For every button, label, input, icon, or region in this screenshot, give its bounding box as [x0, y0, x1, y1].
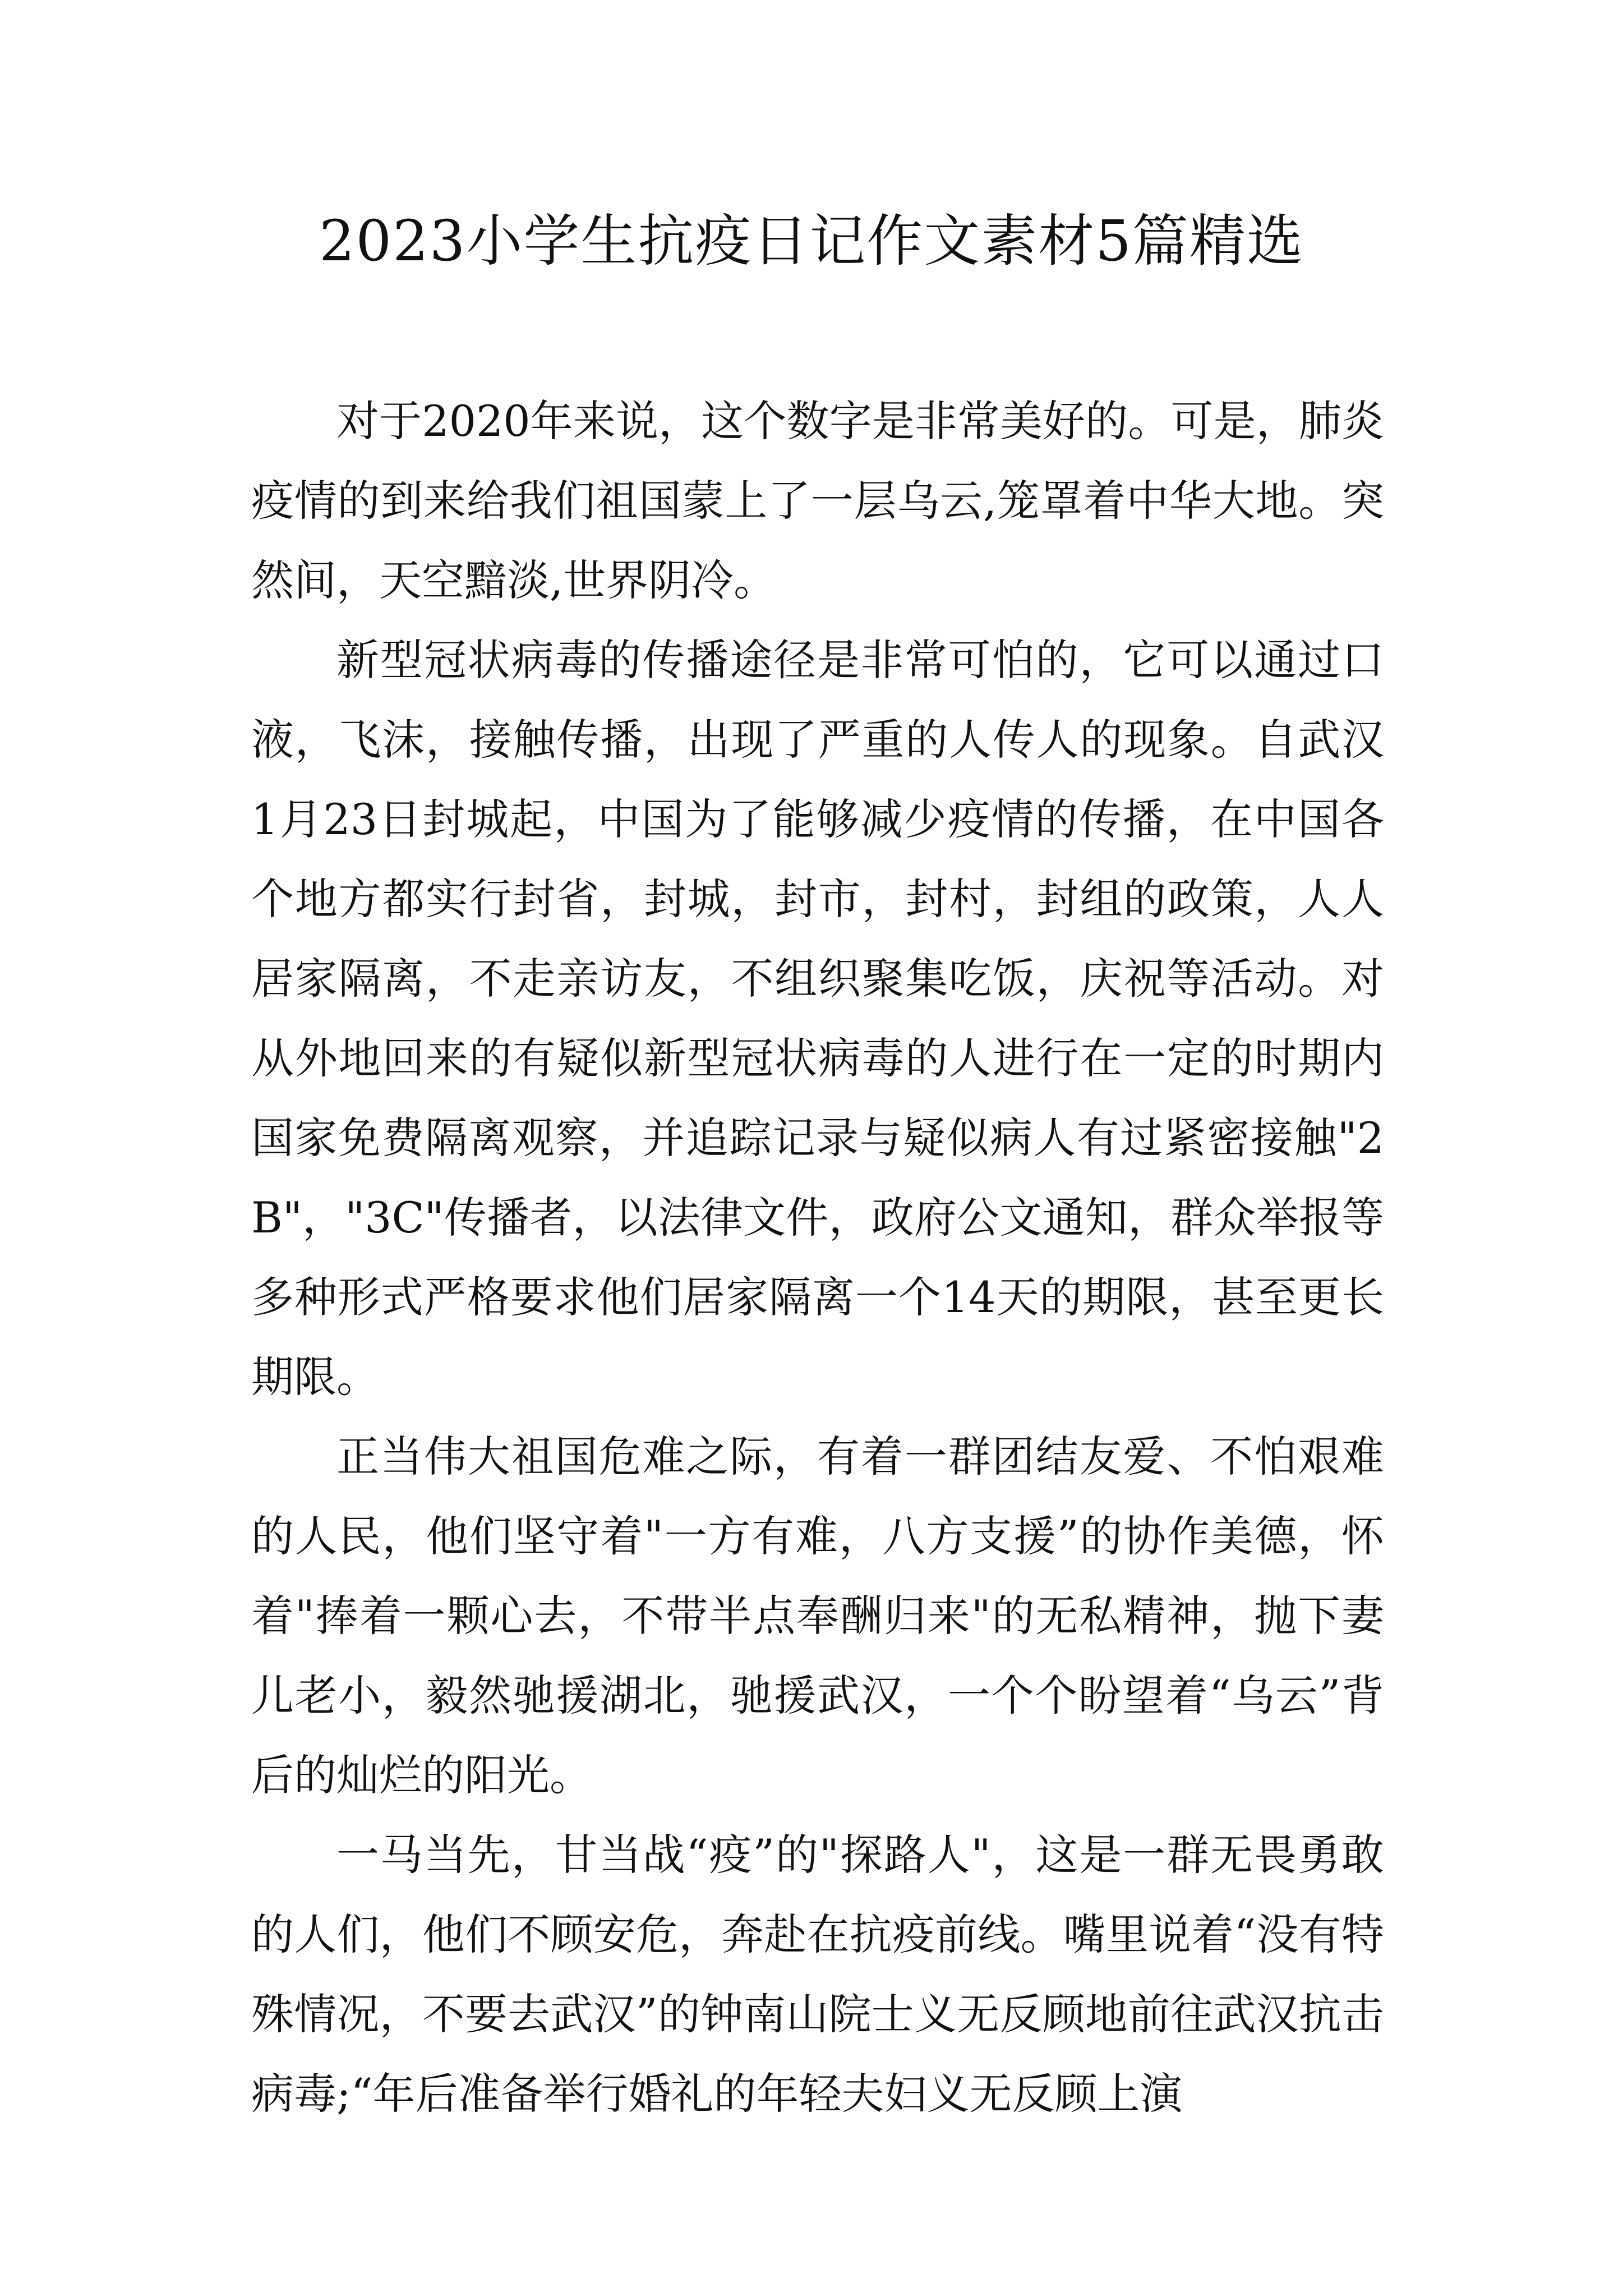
document-body [251, 381, 1384, 2134]
paragraph-2: 新型冠状病毒的传播途径是非常可怕的，它可以通过口液，飞沫，接触传播，出现了严重的人传人的现象。自武汉1月23日封城起，中国为了能够减少疫情的传播，在中国各个地方都实行封省，封城，封市，封村，封组的政策，人人居家隔离，不走亲访友，不组织聚集吃饭，庆祝等活动。对从外地回来的有疑似新型冠状病毒的人进行在一定的时期内国家免费隔离观察，并追踪记录与疑似病人有过紧密接触"2B"，"3C"传播者，以法律文件，政府公文通知，群众举报等多种形式严格要求他们居家隔离一个14天的期限，甚至更长期限。 [251, 635, 1384, 1402]
document-title: 2023小学生抗疫日记作文素材5篇精选 [319, 208, 1304, 274]
paragraph-1: 对于2020年来说，这个数字是非常美好的。可是，肺炎疫情的到来给我们祖国蒙上了一层乌云,笼罩着中华大地。突然间，天空黯淡,世界阴冷。 [251, 396, 1384, 605]
paragraph-3: 正当伟大祖国危难之际，有着一群团结友爱、不怕艰难的人民，他们坚守着"一方有难，八方支援”的协作美德，怀着"捧着一颗心去，不带半点奉酬归来"的无私精神，抛下妻儿老小，毅然驰援湖北，驰援武汉，一个个盼望着“乌云”背后的灿烂的阳光。 [251, 1432, 1384, 1800]
paragraph-4: 一马当先，甘当战“疫”的"探路人"，这是一群无畏勇敢的人们，他们不顾安危，奔赴在抗疫前线。嘴里说着“没有特殊情况，不要去武汉”的钟南山院士义无反顾地前往武汉抗击病毒;“年后准备举行婚礼的年轻夫妇义无反顾上演 [251, 1830, 1384, 2119]
